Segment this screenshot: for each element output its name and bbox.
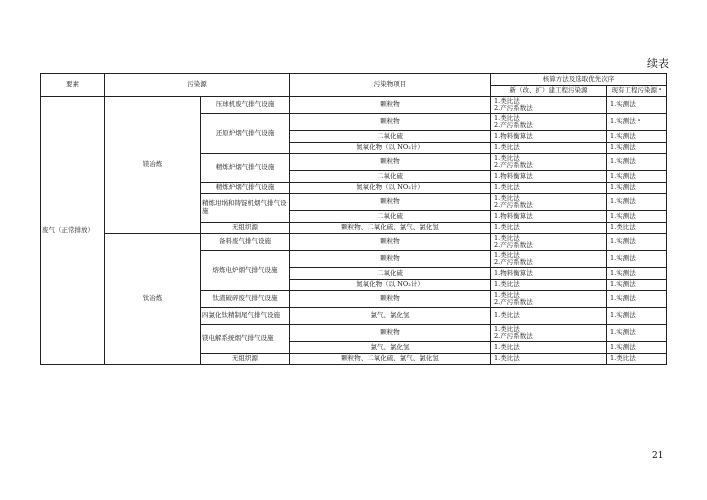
new-method-cell: 1.类比法 2.产污系数法 — [491, 194, 607, 211]
pollutant-cell: 颗粒物 — [290, 251, 491, 268]
pollutant-cell: 颗粒物 — [290, 234, 491, 251]
new-method-cell: 1.类比法 2.产污系数法 — [491, 97, 607, 114]
existing-method-cell: 1.实测法 — [607, 234, 667, 251]
new-method-cell: 1.类比法 — [491, 182, 607, 194]
source-cell: 备料废气排气设施 — [201, 234, 290, 251]
existing-method-cell: 1.类比法 — [607, 353, 667, 365]
pollutant-cell: 氯气、氯化氢 — [290, 308, 491, 325]
new-method-cell: 1.物料衡算法 — [491, 211, 607, 223]
new-method-cell: 1.物料衡算法 — [491, 171, 607, 183]
pollutant-cell: 二氧化硫 — [290, 171, 491, 183]
new-method-cell: 1.类比法 2.产污系数法 — [491, 114, 607, 131]
new-method-cell: 1.类比法 — [491, 222, 607, 234]
existing-method-cell: 1.实测法 ᵃ — [607, 114, 667, 131]
pollutant-cell: 氮氧化物（以 NO₂计） — [290, 142, 491, 154]
category-cell: 废气（正常排放） — [41, 97, 105, 365]
existing-method-cell: 1.实测法 — [607, 268, 667, 280]
header-element: 要素 — [41, 74, 105, 97]
header-new-source: 新（改、扩）建工程污染源 — [491, 85, 607, 97]
source-cell: 精炼炉烟气排气设施 — [201, 154, 290, 183]
new-method-cell: 1.物料衡算法 — [491, 131, 607, 143]
new-method-cell: 1.类比法 — [491, 279, 607, 291]
source-cell: 四氯化钛精制尾气排气设施 — [201, 308, 290, 325]
new-method-cell: 1.物料衡算法 — [491, 268, 607, 280]
source-cell: 精炼坩埚和铸锭机烟气排气设施 — [201, 194, 290, 223]
existing-method-cell: 1.类比法 — [607, 222, 667, 234]
source-cell: 还原炉烟气排气设施 — [201, 114, 290, 154]
existing-method-cell: 1.实测法 — [607, 194, 667, 211]
pollutant-cell: 颗粒物 — [290, 325, 491, 342]
pollutant-cell: 颗粒物 — [290, 291, 491, 308]
pollutant-cell: 颗粒物 — [290, 194, 491, 211]
pollutant-cell: 二氧化硫 — [290, 131, 491, 143]
new-method-cell: 1.类比法 2.产污系数法 — [491, 325, 607, 342]
existing-method-cell: 1.实测法 — [607, 325, 667, 342]
section-ti: 钛冶炼 — [105, 234, 201, 365]
existing-method-cell: 1.实测法 — [607, 342, 667, 354]
continued-label: 续表 — [647, 57, 669, 70]
existing-method-cell: 1.实测法 — [607, 171, 667, 183]
pollutant-cell: 氮氧化物（以 NO₂计） — [290, 182, 491, 194]
table-row — [41, 234, 667, 251]
page-number: 21 — [652, 451, 664, 461]
header-row-1 — [41, 74, 667, 86]
source-cell: 熔炼电炉烟气排气设施 — [201, 251, 290, 291]
existing-method-cell: 1.实测法 — [607, 131, 667, 143]
section-mg: 镁冶炼 — [105, 97, 201, 234]
new-method-cell: 1.类比法 — [491, 308, 607, 325]
header-pollutant: 污染物项目 — [290, 74, 491, 97]
existing-method-cell: 1.实测法 — [607, 97, 667, 114]
pollutant-cell: 氮氧化物（以 NO₂计） — [290, 279, 491, 291]
header-source: 污染源 — [105, 74, 290, 97]
existing-method-cell: 1.实测法 — [607, 142, 667, 154]
existing-method-cell: 1.实测法 — [607, 291, 667, 308]
new-method-cell: 1.类比法 2.产污系数法 — [491, 291, 607, 308]
source-cell: 钛渣破碎废气排气设施 — [201, 291, 290, 308]
existing-method-cell: 1.实测法 — [607, 279, 667, 291]
new-method-cell: 1.类比法 — [491, 342, 607, 354]
source-cell: 无组织源 — [201, 353, 290, 365]
source-cell: 无组织源 — [201, 222, 290, 234]
pollutant-cell: 颗粒物 — [290, 114, 491, 131]
source-cell: 精炼炉烟气排气设施 — [201, 182, 290, 194]
table-row — [41, 97, 667, 114]
pollutant-cell: 二氧化硫 — [290, 211, 491, 223]
existing-method-cell: 1.实测法 — [607, 211, 667, 223]
header-existing-source: 现有工程污染源 ᵃ — [607, 85, 667, 97]
new-method-cell: 1.类比法 2.产污系数法 — [491, 154, 607, 171]
new-method-cell: 1.类比法 — [491, 142, 607, 154]
header-method-group: 核算方法及选取优先次序 — [491, 74, 667, 86]
pollutant-cell: 氯气、氯化氢 — [290, 342, 491, 354]
pollutant-cell: 颗粒物、二氧化硫、氯气、氯化氢 — [290, 222, 491, 234]
new-method-cell: 1.类比法 2.产污系数法 — [491, 251, 607, 268]
existing-method-cell: 1.实测法 — [607, 251, 667, 268]
pollutant-cell: 颗粒物 — [290, 154, 491, 171]
existing-method-cell: 1.实测法 — [607, 182, 667, 194]
new-method-cell: 1.类比法 2.产污系数法 — [491, 234, 607, 251]
pollutant-cell: 颗粒物、二氧化硫、氯气、氯化氢 — [290, 353, 491, 365]
source-cell: 镁电解系统烟气排气设施 — [201, 325, 290, 354]
existing-method-cell: 1.实测法 — [607, 154, 667, 171]
emission-accounting-table — [40, 73, 667, 365]
pollutant-cell: 二氧化硫 — [290, 268, 491, 280]
new-method-cell: 1.类比法 — [491, 353, 607, 365]
source-cell: 压球机废气排气设施 — [201, 97, 290, 114]
existing-method-cell: 1.实测法 — [607, 308, 667, 325]
pollutant-cell: 颗粒物 — [290, 97, 491, 114]
